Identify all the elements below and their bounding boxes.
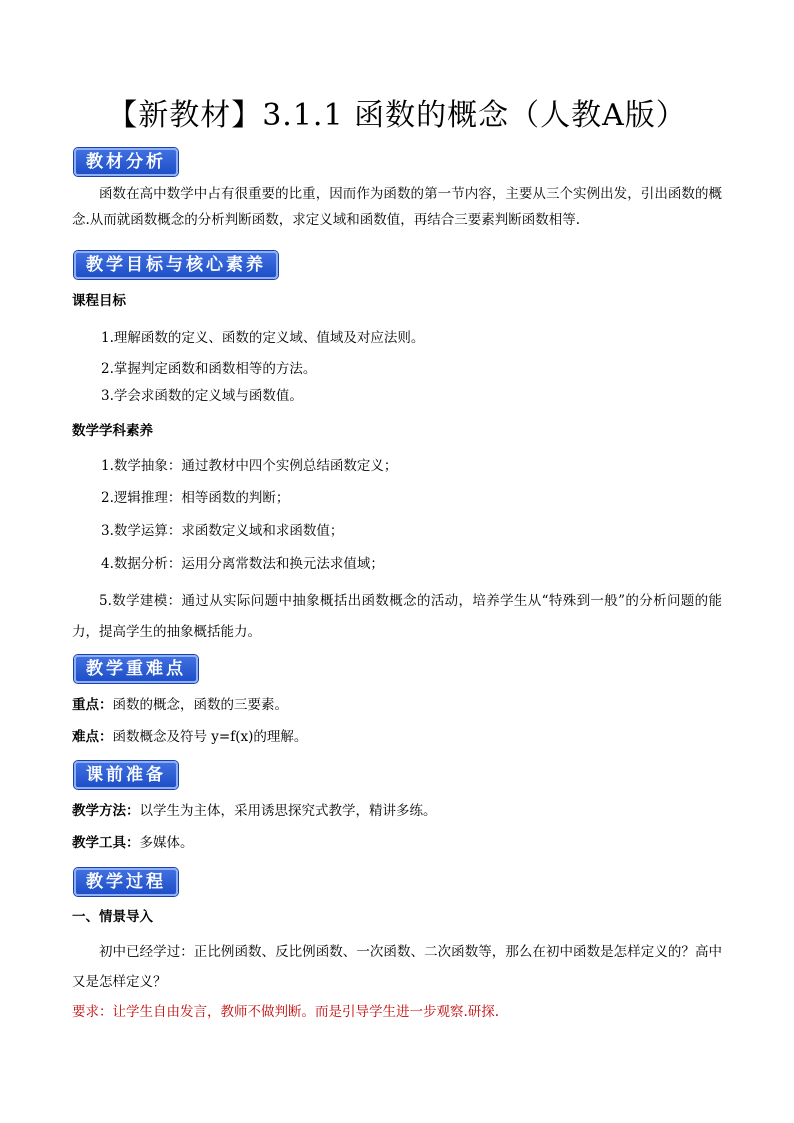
section-badge-preparation: 课前准备 bbox=[74, 761, 178, 789]
key-point-label: 重点： bbox=[72, 697, 113, 713]
literacy-item: 3.数学运算：求函数定义域和求函数值； bbox=[101, 523, 344, 539]
method-line bbox=[72, 801, 437, 821]
process-step1-text: 初中已经学过：正比例函数、反比例函数、一次函数、二次函数等，那么在初中函数是怎样定义的？高中又是怎样定义？ bbox=[72, 944, 722, 990]
key-point-text: 函数的概念，函数的三要素。 bbox=[112, 697, 288, 713]
course-goals-heading: 课程目标 bbox=[72, 293, 126, 309]
course-goal-item: 1.理解函数的定义、函数的定义域、值域及对应法则。 bbox=[101, 330, 425, 346]
key-point-line bbox=[72, 695, 288, 715]
method-text: 以学生为主体，采用诱思探究式教学，精讲多练。 bbox=[139, 803, 437, 819]
method-label: 教学方法： bbox=[72, 803, 140, 819]
tool-text: 多媒体。 bbox=[139, 835, 194, 851]
section-badge-process: 教学过程 bbox=[74, 868, 178, 896]
difficult-point-line bbox=[72, 727, 307, 747]
process-step1-heading: 一、情景导入 bbox=[72, 909, 153, 925]
page-title: 【新教材】3.1.1 函数的概念（人教A版） bbox=[107, 98, 687, 133]
literacy-item: 5.数学建模：通过从实际问题中抽象概括出函数概念的活动，培养学生从“特殊到一般”的分析问题的能力，提高学生的抽象概括能力。 bbox=[72, 593, 722, 640]
course-goal-item: 3.学会求函数的定义域与函数值。 bbox=[101, 388, 303, 404]
literacy-item: 1.数学抽象：通过教材中四个实例总结函数定义； bbox=[101, 458, 398, 474]
literacy-item: 2.逻辑推理：相等函数的判断； bbox=[101, 490, 290, 506]
difficult-point-label: 难点： bbox=[72, 729, 113, 745]
literacy-heading: 数学学科素养 bbox=[72, 423, 153, 439]
tool-label: 教学工具： bbox=[72, 835, 140, 851]
process-requirement: 要求：让学生自由发言，教师不做判断。而是引导学生进一步观察.研探. bbox=[72, 1004, 500, 1020]
course-goal-item: 2.掌握判定函数和函数相等的方法。 bbox=[101, 361, 317, 377]
difficult-point-text: 函数概念及符号 y=f(x)的理解。 bbox=[112, 729, 308, 745]
section-badge-analysis: 教材分析 bbox=[74, 148, 178, 176]
tool-line bbox=[72, 833, 194, 853]
analysis-paragraph: 函数在高中数学中占有很重要的比重，因而作为函数的第一节内容，主要从三个实例出发，引出函数的概念.从而就函数概念的分析判断函数，求定义域和函数值，再结合三要素判断函数相等. bbox=[72, 186, 722, 228]
section-badge-key-points: 教学重难点 bbox=[74, 655, 198, 683]
literacy-item: 4.数据分析：运用分离常数法和换元法求值域； bbox=[101, 556, 384, 572]
section-badge-goals: 教学目标与核心素养 bbox=[74, 251, 278, 279]
